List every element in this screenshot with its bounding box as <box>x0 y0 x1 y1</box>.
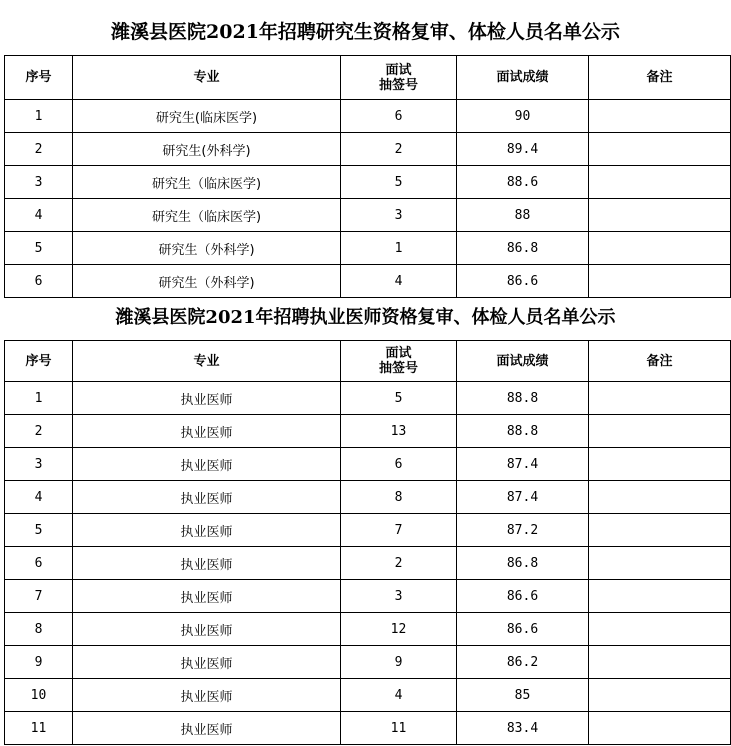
remark-header: 备注 <box>589 341 731 382</box>
major-cell: 执业医师 <box>73 415 341 448</box>
major-cell: 研究生（外科学) <box>73 265 341 298</box>
lot-number-cell: 6 <box>341 100 457 133</box>
seq-cell: 3 <box>5 448 73 481</box>
seq-cell: 6 <box>5 265 73 298</box>
score-cell: 86.2 <box>457 646 589 679</box>
lot-number-cell: 3 <box>341 199 457 232</box>
lot-number-cell: 7 <box>341 514 457 547</box>
major-cell: 研究生（临床医学) <box>73 199 341 232</box>
score-cell: 88.8 <box>457 382 589 415</box>
lot-number-cell: 5 <box>341 382 457 415</box>
lot-number-cell: 4 <box>341 679 457 712</box>
remark-header: 备注 <box>589 56 731 100</box>
score-header: 面试成绩 <box>457 56 589 100</box>
table1-header-row <box>5 56 731 100</box>
major-cell: 执业医师 <box>73 448 341 481</box>
table-row <box>5 100 731 133</box>
remark-cell <box>589 679 731 712</box>
seq-cell: 2 <box>5 133 73 166</box>
score-cell: 86.6 <box>457 265 589 298</box>
major-header: 专业 <box>73 341 341 382</box>
lot-number-cell: 2 <box>341 547 457 580</box>
table1-title: 潍溪县医院2021年招聘研究生资格复审、体检人员名单公示 <box>111 21 620 43</box>
table-row <box>5 199 731 232</box>
seq-cell: 2 <box>5 415 73 448</box>
score-header: 面试成绩 <box>457 341 589 382</box>
physician-candidates-table <box>4 340 731 745</box>
major-cell: 研究生（外科学) <box>73 232 341 265</box>
seq-cell: 1 <box>5 382 73 415</box>
lot-number-cell: 13 <box>341 415 457 448</box>
score-cell: 89.4 <box>457 133 589 166</box>
table2-body <box>5 382 731 745</box>
table-row <box>5 232 731 265</box>
score-cell: 85 <box>457 679 589 712</box>
table2-title: 潍溪县医院2021年招聘执业医师资格复审、体检人员名单公示 <box>115 307 616 328</box>
table-row <box>5 613 731 646</box>
table-row <box>5 580 731 613</box>
seq-cell: 4 <box>5 481 73 514</box>
seq-cell: 9 <box>5 646 73 679</box>
major-cell: 执业医师 <box>73 646 341 679</box>
seq-header: 序号 <box>5 341 73 382</box>
remark-cell <box>589 166 731 199</box>
table-row <box>5 166 731 199</box>
remark-cell <box>589 712 731 745</box>
score-cell: 86.6 <box>457 580 589 613</box>
table-row <box>5 514 731 547</box>
score-cell: 87.2 <box>457 514 589 547</box>
lot-header-line1: 面试 <box>385 62 412 78</box>
table-row <box>5 415 731 448</box>
table1-body <box>5 100 731 298</box>
score-cell: 87.4 <box>457 448 589 481</box>
seq-cell: 3 <box>5 166 73 199</box>
remark-cell <box>589 646 731 679</box>
remark-cell <box>589 547 731 580</box>
major-cell: 执业医师 <box>73 481 341 514</box>
score-cell: 88 <box>457 199 589 232</box>
table-row <box>5 133 731 166</box>
lot-number-header <box>341 56 457 100</box>
lot-number-cell: 8 <box>341 481 457 514</box>
major-cell: 执业医师 <box>73 514 341 547</box>
remark-cell <box>589 199 731 232</box>
table-row <box>5 646 731 679</box>
remark-cell <box>589 100 731 133</box>
remark-cell <box>589 613 731 646</box>
major-cell: 执业医师 <box>73 547 341 580</box>
remark-cell <box>589 580 731 613</box>
lot-number-cell: 3 <box>341 580 457 613</box>
lot-number-cell: 6 <box>341 448 457 481</box>
lot-number-cell: 1 <box>341 232 457 265</box>
major-cell: 执业医师 <box>73 613 341 646</box>
remark-cell <box>589 232 731 265</box>
score-cell: 87.4 <box>457 481 589 514</box>
table-row <box>5 712 731 745</box>
major-cell: 研究生(临床医学) <box>73 100 341 133</box>
score-cell: 88.8 <box>457 415 589 448</box>
lot-number-cell: 4 <box>341 265 457 298</box>
seq-cell: 4 <box>5 199 73 232</box>
remark-cell <box>589 415 731 448</box>
table2-header-row <box>5 341 731 382</box>
table-row <box>5 448 731 481</box>
remark-cell <box>589 481 731 514</box>
remark-cell <box>589 265 731 298</box>
lot-number-cell: 11 <box>341 712 457 745</box>
major-cell: 执业医师 <box>73 712 341 745</box>
remark-cell <box>589 448 731 481</box>
seq-cell: 10 <box>5 679 73 712</box>
seq-cell: 5 <box>5 514 73 547</box>
remark-cell <box>589 382 731 415</box>
table-row <box>5 547 731 580</box>
score-cell: 86.8 <box>457 547 589 580</box>
remark-cell <box>589 133 731 166</box>
seq-cell: 7 <box>5 580 73 613</box>
major-cell: 执业医师 <box>73 382 341 415</box>
score-cell: 83.4 <box>457 712 589 745</box>
seq-cell: 6 <box>5 547 73 580</box>
major-cell: 执业医师 <box>73 580 341 613</box>
major-header: 专业 <box>73 56 341 100</box>
remark-cell <box>589 514 731 547</box>
seq-cell: 5 <box>5 232 73 265</box>
major-cell: 研究生（临床医学) <box>73 166 341 199</box>
lot-number-cell: 12 <box>341 613 457 646</box>
lot-header-line1: 面试 <box>385 346 412 361</box>
lot-header-line2: 抽签号 <box>378 77 418 93</box>
table-row <box>5 265 731 298</box>
lot-number-header <box>341 341 457 382</box>
table-row <box>5 382 731 415</box>
score-cell: 90 <box>457 100 589 133</box>
seq-cell: 1 <box>5 100 73 133</box>
lot-number-cell: 5 <box>341 166 457 199</box>
major-cell: 研究生(外科学) <box>73 133 341 166</box>
graduate-candidates-table <box>4 55 731 298</box>
seq-header: 序号 <box>5 56 73 100</box>
lot-number-cell: 9 <box>341 646 457 679</box>
seq-cell: 8 <box>5 613 73 646</box>
lot-header-line2: 抽签号 <box>378 361 418 376</box>
table-row <box>5 481 731 514</box>
major-cell: 执业医师 <box>73 679 341 712</box>
lot-number-cell: 2 <box>341 133 457 166</box>
score-cell: 88.6 <box>457 166 589 199</box>
score-cell: 86.6 <box>457 613 589 646</box>
seq-cell: 11 <box>5 712 73 745</box>
score-cell: 86.8 <box>457 232 589 265</box>
table-row <box>5 679 731 712</box>
